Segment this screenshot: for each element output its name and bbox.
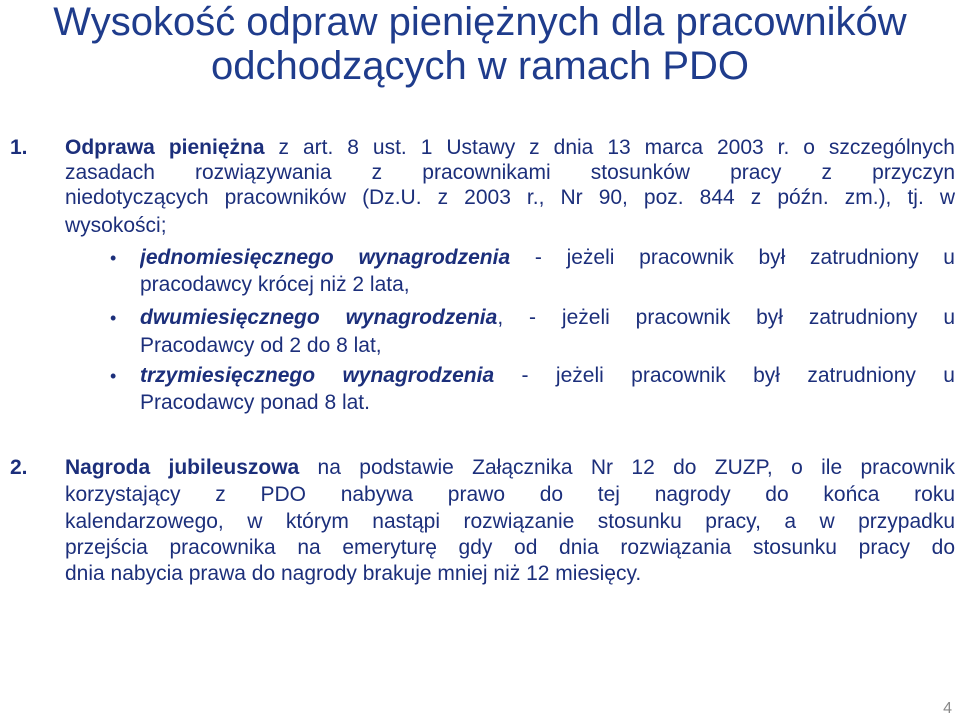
item-2-line-4: przejścia pracownika na emeryturę gdy od dnia rozwiązania stosunku pracy do bbox=[65, 536, 955, 559]
bullet-dot-1: • bbox=[110, 248, 117, 268]
item-1-line-1-text: z art. 8 ust. 1 Ustawy z dnia 13 marca 2003 r. o szczególnych bbox=[264, 136, 955, 159]
bullet-2-line-1 bbox=[140, 305, 955, 331]
bullet-dot-2: • bbox=[110, 308, 117, 328]
bullet-3-line-2: Pracodawcy ponad 8 lat. bbox=[140, 391, 370, 414]
item-1-lead: Odprawa pieniężna bbox=[65, 136, 265, 159]
slide-title-line-2: odchodzących w ramach PDO bbox=[210, 44, 749, 88]
bullet-3-term: trzymiesięcznego wynagrodzenia bbox=[140, 364, 495, 387]
item-2-line-2: korzystający z PDO nabywa prawo do tej nagrody do końca roku bbox=[65, 483, 955, 506]
bullet-1-rest: - jeżeli pracownik był zatrudniony u bbox=[510, 246, 955, 269]
item-1-line-2: zasadach rozwiązywania z pracownikami stosunków pracy z przyczyn bbox=[65, 161, 955, 184]
item-1-line-3: niedotyczących pracowników (Dz.U. z 2003 r., Nr 90, poz. 844 z późn. zm.), tj. w bbox=[65, 186, 955, 209]
bullet-1-line-1 bbox=[140, 245, 955, 271]
page-number: 4 bbox=[943, 700, 952, 717]
item-1-line-4: wysokości; bbox=[65, 214, 167, 237]
item-2-line-5: dnia nabycia prawa do nagrody brakuje mniej niż 12 miesięcy. bbox=[65, 562, 642, 585]
item-2-line-1-text: na podstawie Załącznika Nr 12 do ZUZP, o ile pracownik bbox=[299, 456, 955, 479]
item-2-number: 2. bbox=[10, 456, 28, 479]
bullet-1-term: jednomiesięcznego wynagrodzenia bbox=[140, 246, 511, 269]
bullet-2-rest: , - jeżeli pracownik był zatrudniony u bbox=[497, 306, 955, 329]
item-1-line-1 bbox=[65, 135, 955, 161]
item-2-lead: Nagroda jubileuszowa bbox=[65, 456, 300, 479]
bullet-1-line-2: pracodawcy krócej niż 2 lata, bbox=[140, 273, 410, 296]
bullet-dot-3: • bbox=[110, 366, 117, 386]
bullet-2-term: dwumiesięcznego wynagrodzenia bbox=[140, 306, 498, 329]
slide-title-line-1: Wysokość odpraw pieniężnych dla pracowników bbox=[53, 0, 907, 44]
bullet-3-line-1 bbox=[140, 363, 955, 389]
item-2-line-1 bbox=[65, 455, 955, 481]
bullet-2-line-2: Pracodawcy od 2 do 8 lat, bbox=[140, 334, 382, 357]
item-2-line-3: kalendarzowego, w którym nastąpi rozwiązanie stosunku pracy, a w przypadku bbox=[65, 510, 955, 533]
item-1-number: 1. bbox=[10, 136, 28, 159]
bullet-3-rest: - jeżeli pracownik był zatrudniony u bbox=[494, 364, 955, 387]
